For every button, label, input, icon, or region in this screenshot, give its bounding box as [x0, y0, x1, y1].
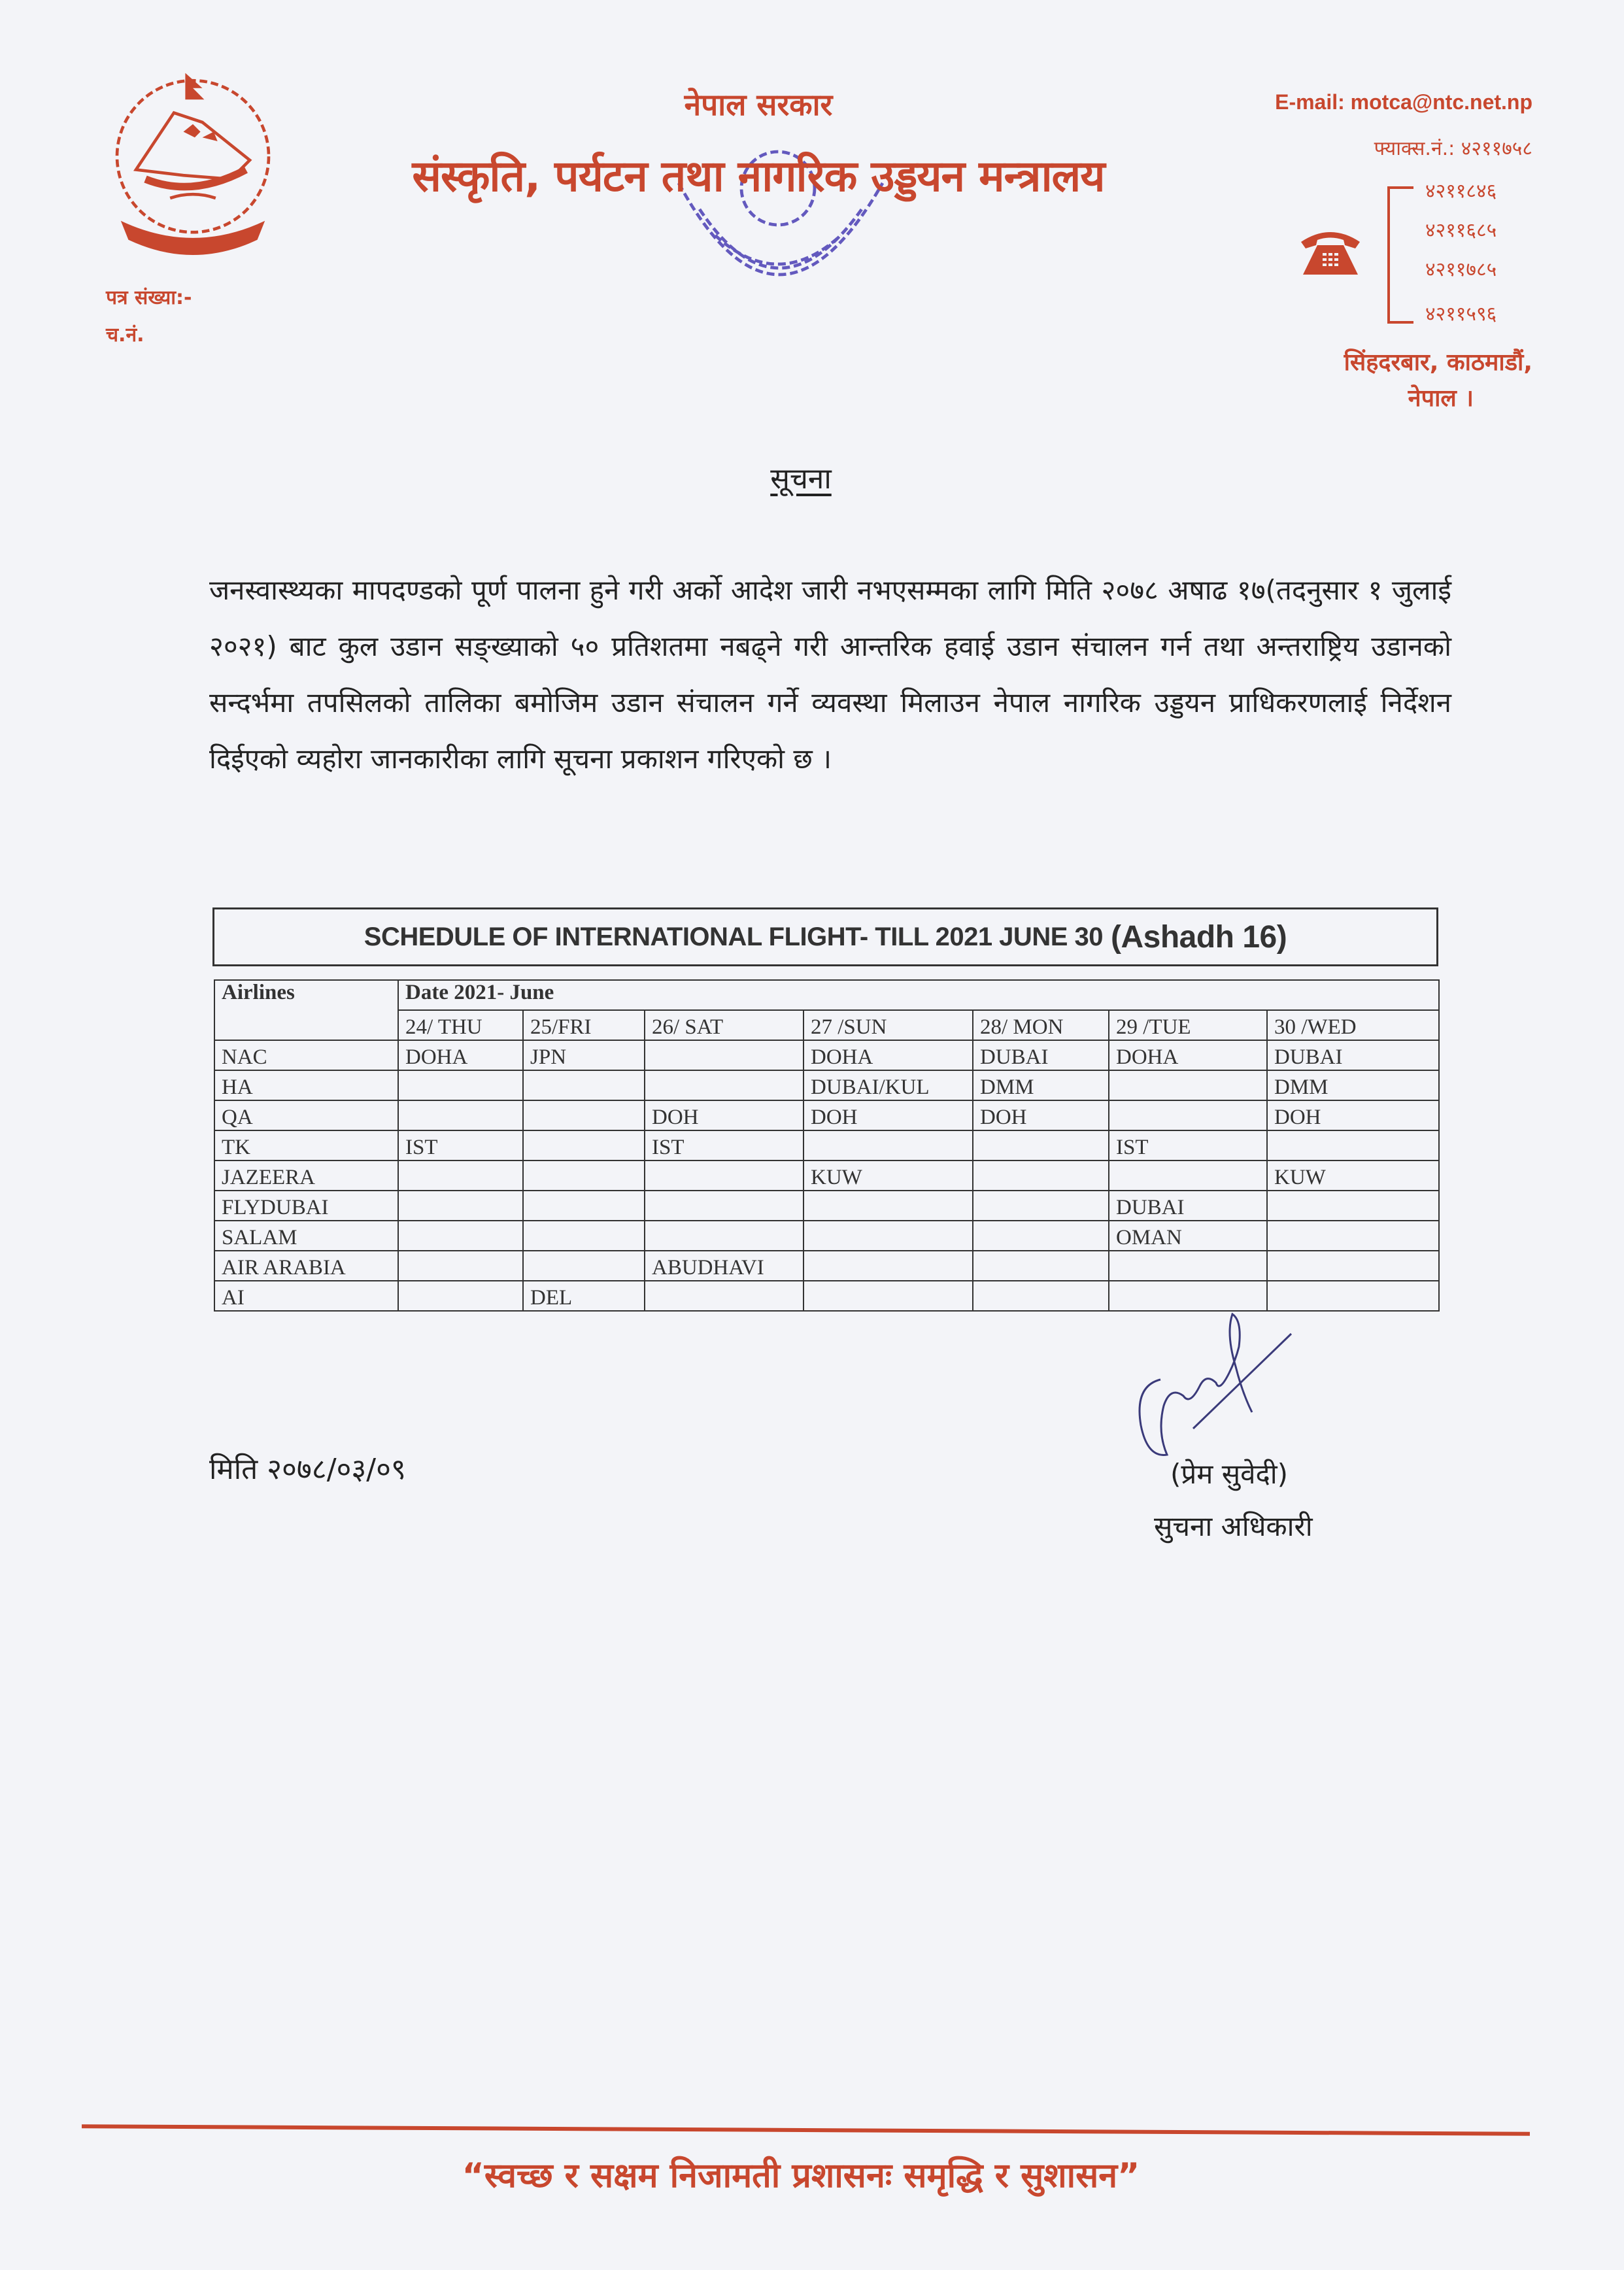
- address-line-1: सिंहदरबार, काठमाडौं,: [1344, 349, 1532, 376]
- destination-cell: DOHA: [804, 1040, 973, 1070]
- day-header: 28/ MON: [973, 1010, 1109, 1040]
- signer-designation: सुचना अधिकारी: [1154, 1510, 1313, 1542]
- signer-name: (प्रेम सुवेदी): [1170, 1458, 1289, 1490]
- destination-cell: [523, 1070, 645, 1100]
- destination-cell: [973, 1221, 1109, 1251]
- destination-cell: IST: [398, 1130, 523, 1160]
- destination-cell: [804, 1281, 973, 1311]
- destination-cell: [523, 1221, 645, 1251]
- airline-cell: SALAM: [214, 1221, 398, 1251]
- notice-date: मिति २०७८/०३/०९: [209, 1453, 406, 1486]
- table-row: [214, 1191, 1439, 1221]
- destination-cell: [398, 1191, 523, 1221]
- day-header: 29 /TUE: [1109, 1010, 1267, 1040]
- table-row: [214, 1281, 1439, 1311]
- destination-cell: [523, 1160, 645, 1191]
- destination-cell: [804, 1191, 973, 1221]
- telephone-icon: [1298, 226, 1363, 278]
- table-row: [214, 1221, 1439, 1251]
- airline-cell: AI: [214, 1281, 398, 1311]
- phone-number: ४२११६८५: [1425, 219, 1497, 242]
- destination-cell: KUW: [804, 1160, 973, 1191]
- footer-divider: [82, 2124, 1530, 2136]
- notice-title: सूचना: [770, 462, 832, 496]
- destination-cell: DOH: [973, 1100, 1109, 1130]
- schedule-title-suffix: (Ashadh 16): [1110, 919, 1287, 955]
- airline-cell: NAC: [214, 1040, 398, 1070]
- table-row: [214, 1040, 1439, 1070]
- destination-cell: JPN: [523, 1040, 645, 1070]
- address-line-2: नेपाल ।: [1408, 385, 1474, 412]
- destination-cell: [645, 1221, 804, 1251]
- destination-cell: OMAN: [1109, 1221, 1267, 1251]
- day-header: 24/ THU: [398, 1010, 523, 1040]
- phone-number: ४२११५९६: [1425, 303, 1497, 326]
- government-name: नेपाल सरकार: [684, 87, 833, 122]
- destination-cell: [973, 1281, 1109, 1311]
- destination-cell: DUBAI/KUL: [804, 1070, 973, 1100]
- table-row: [214, 1251, 1439, 1281]
- fax-number: फ्याक्स.नं.: ४२११७५८: [1374, 137, 1532, 160]
- flight-schedule-table: [214, 979, 1440, 1312]
- destination-cell: DOH: [1267, 1100, 1439, 1130]
- destination-cell: DMM: [973, 1070, 1109, 1100]
- days-header-row: [214, 1010, 1439, 1040]
- destination-cell: [973, 1251, 1109, 1281]
- reference-number-label: पत्र संख्या:-: [106, 286, 192, 309]
- airline-cell: TK: [214, 1130, 398, 1160]
- destination-cell: [398, 1070, 523, 1100]
- destination-cell: [645, 1040, 804, 1070]
- destination-cell: [1267, 1281, 1439, 1311]
- destination-cell: [398, 1281, 523, 1311]
- signature: [1121, 1308, 1337, 1465]
- destination-cell: [973, 1191, 1109, 1221]
- destination-cell: [645, 1281, 804, 1311]
- destination-cell: [398, 1100, 523, 1130]
- destination-cell: DUBAI: [1267, 1040, 1439, 1070]
- airlines-header: Airlines: [214, 980, 398, 1040]
- day-header: 30 /WED: [1267, 1010, 1439, 1040]
- phone-number: ४२११७८५: [1425, 258, 1497, 281]
- destination-cell: [1109, 1160, 1267, 1191]
- dispatch-number-label: च.नं.: [106, 324, 144, 347]
- destination-cell: [1267, 1251, 1439, 1281]
- destination-cell: DOHA: [398, 1040, 523, 1070]
- destination-cell: [1267, 1191, 1439, 1221]
- destination-cell: DOHA: [1109, 1040, 1267, 1070]
- destination-cell: [645, 1191, 804, 1221]
- destination-cell: [804, 1251, 973, 1281]
- email-address[interactable]: E-mail: motca@ntc.net.np: [1275, 90, 1532, 114]
- airline-cell: JAZEERA: [214, 1160, 398, 1191]
- airline-cell: AIR ARABIA: [214, 1251, 398, 1281]
- phone-bracket: [1387, 186, 1413, 324]
- destination-cell: [398, 1160, 523, 1191]
- day-header: 27 /SUN: [804, 1010, 973, 1040]
- destination-cell: DMM: [1267, 1070, 1439, 1100]
- table-row: [214, 1070, 1439, 1100]
- motto: “स्वच्छ र सक्षम निजामती प्रशासनः समृद्धि र सुशासन”: [462, 2156, 1140, 2195]
- schedule-title: [212, 907, 1438, 966]
- destination-cell: [645, 1160, 804, 1191]
- destination-cell: DUBAI: [1109, 1191, 1267, 1221]
- destination-cell: DOH: [645, 1100, 804, 1130]
- airline-cell: FLYDUBAI: [214, 1191, 398, 1221]
- destination-cell: [973, 1160, 1109, 1191]
- schedule-title-main: SCHEDULE OF INTERNATIONAL FLIGHT- TILL 2021 JUNE 30: [364, 922, 1103, 951]
- nepal-emblem-icon: [98, 62, 288, 258]
- destination-cell: [398, 1251, 523, 1281]
- day-header: 25/FRI: [523, 1010, 645, 1040]
- destination-cell: DUBAI: [973, 1040, 1109, 1070]
- ministry-name: संस्कृति, पर्यटन तथा नागरिक उड्डयन मन्त्रालय: [412, 151, 1105, 201]
- destination-cell: KUW: [1267, 1160, 1439, 1191]
- destination-cell: IST: [645, 1130, 804, 1160]
- date-header: Date 2021- June: [398, 980, 1439, 1010]
- destination-cell: [523, 1130, 645, 1160]
- destination-cell: [645, 1070, 804, 1100]
- destination-cell: DEL: [523, 1281, 645, 1311]
- destination-cell: [398, 1221, 523, 1251]
- airline-cell: QA: [214, 1100, 398, 1130]
- day-header: 26/ SAT: [645, 1010, 804, 1040]
- table-row: [214, 1130, 1439, 1160]
- destination-cell: DOH: [804, 1100, 973, 1130]
- destination-cell: [1267, 1130, 1439, 1160]
- destination-cell: [523, 1191, 645, 1221]
- destination-cell: [1109, 1100, 1267, 1130]
- destination-cell: [1109, 1251, 1267, 1281]
- destination-cell: [523, 1251, 645, 1281]
- notice-paragraph: जनस्वास्थ्यका मापदण्डको पूर्ण पालना हुने गरी अर्को आदेश जारी नभएसम्मका लागि मिति २०७८ अषाढ १७(तदनुसार १ जुलाई २०२१) बाट कुल उडान सङ्ख्याको ५० प्रतिशतमा नबढ्ने गरी आन्तरिक हवाई उडान संचालन गर्न तथा अन्तराष्ट्रिय उडानको सन्दर्भमा तपसिलको तालिका बमोजिम उडान संचालन गर्ने व्यवस्था मिलाउन नेपाल नागरिक उड्डयन प्राधिकरणलाई निर्देशन दिईएको व्यहोरा जानकारीका लागि सूचना प्रकाशन गरिएको छ ।: [209, 574, 1451, 775]
- destination-cell: [973, 1130, 1109, 1160]
- destination-cell: [804, 1221, 973, 1251]
- table-row: [214, 1100, 1439, 1130]
- table-header-row: [214, 980, 1439, 1010]
- table-row: [214, 1160, 1439, 1191]
- destination-cell: [1109, 1070, 1267, 1100]
- destination-cell: ABUDHAVI: [645, 1251, 804, 1281]
- destination-cell: [804, 1130, 973, 1160]
- phone-number: ४२११८४६: [1425, 180, 1497, 203]
- airline-cell: HA: [214, 1070, 398, 1100]
- destination-cell: [1109, 1281, 1267, 1311]
- destination-cell: [1267, 1221, 1439, 1251]
- destination-cell: [523, 1100, 645, 1130]
- destination-cell: IST: [1109, 1130, 1267, 1160]
